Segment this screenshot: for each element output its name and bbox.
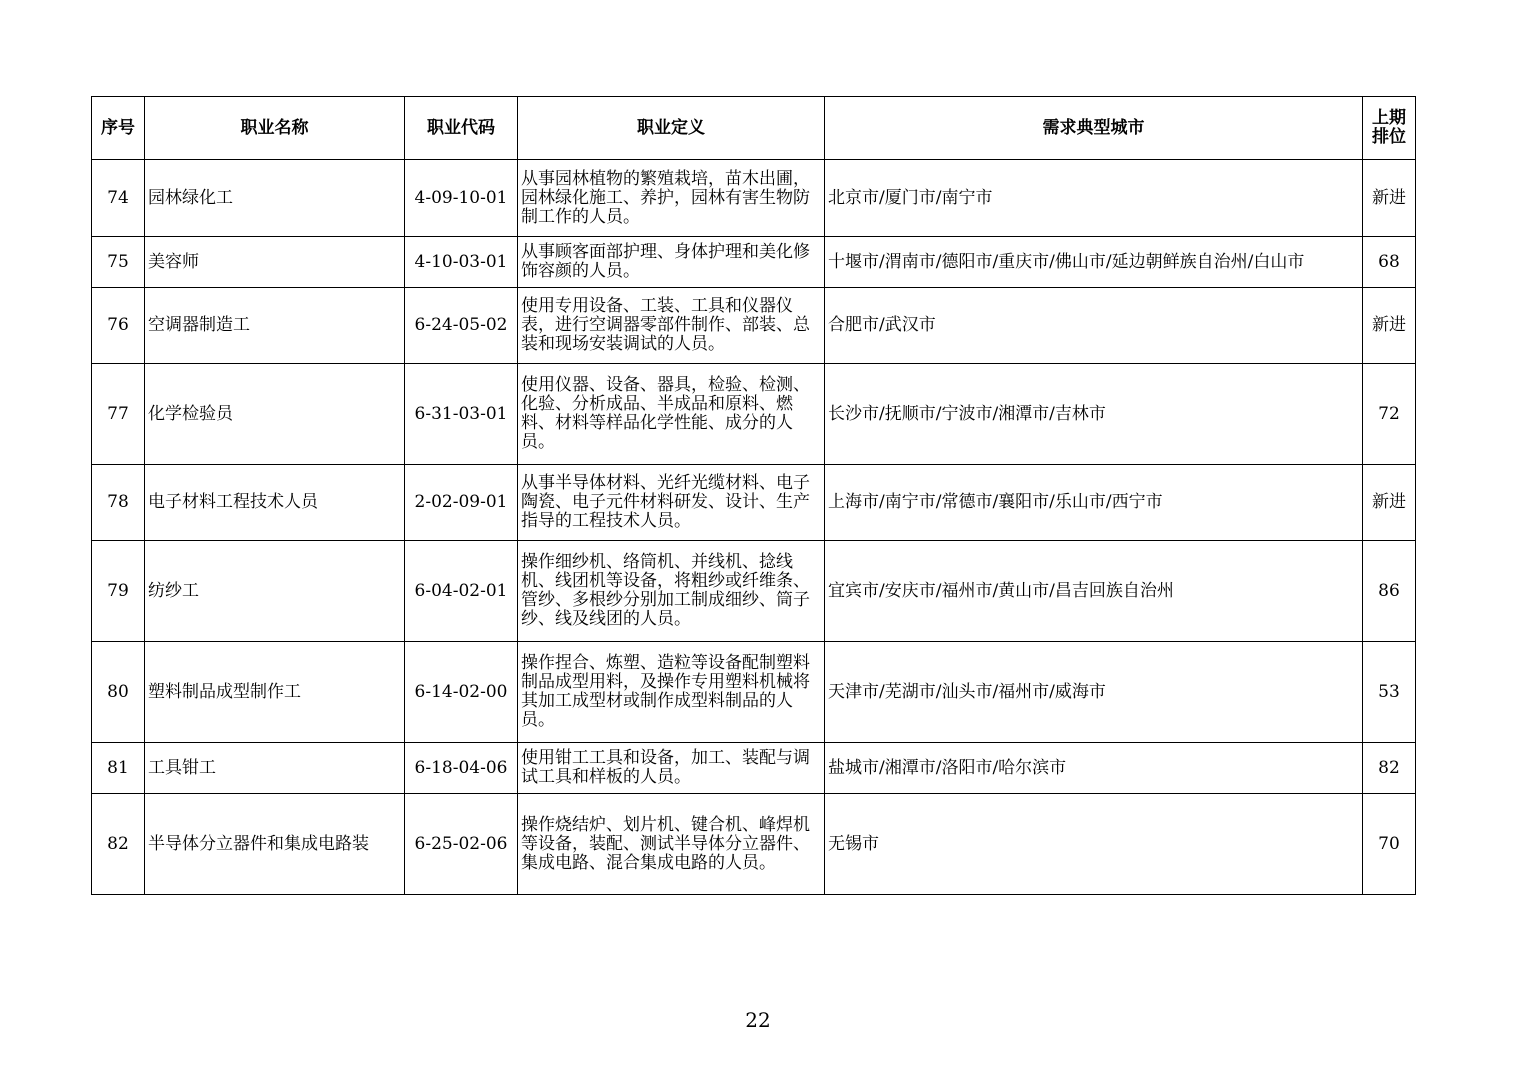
row-num: 82 — [92, 794, 145, 895]
row-definition: 操作烧结炉、划片机、键合机、峰焊机等设备，装配、测试半导体分立器件、集成电路、混合集成电路的人员。 — [518, 794, 825, 895]
row-code: 4-10-03-01 — [405, 237, 518, 288]
row-definition: 操作细纱机、络筒机、并线机、捻线机、线团机等设备，将粗纱或纤维条、管纱、多根纱分别加工制成细纱、筒子纱、线及线团的人员。 — [518, 541, 825, 642]
row-num: 77 — [92, 364, 145, 465]
row-num: 80 — [92, 642, 145, 743]
table-row — [92, 794, 1416, 895]
row-num: 78 — [92, 465, 145, 541]
header-num: 序号 — [92, 97, 145, 160]
table-row — [92, 364, 1416, 465]
row-rank: 新进 — [1363, 160, 1416, 237]
row-cities: 合肥市/武汉市 — [825, 288, 1363, 364]
row-code: 2-02-09-01 — [405, 465, 518, 541]
row-name: 半导体分立器件和集成电路装 — [145, 794, 405, 895]
row-rank: 新进 — [1363, 465, 1416, 541]
row-name: 纺纱工 — [145, 541, 405, 642]
row-name: 塑料制品成型制作工 — [145, 642, 405, 743]
row-cities: 无锡市 — [825, 794, 1363, 895]
row-definition: 使用仪器、设备、器具，检验、检测、化验、分析成品、半成品和原料、燃料、材料等样品化学性能、成分的人员。 — [518, 364, 825, 465]
row-code: 4-09-10-01 — [405, 160, 518, 237]
row-rank: 72 — [1363, 364, 1416, 465]
header-rank-line1: 上期 — [1372, 108, 1406, 128]
row-rank: 82 — [1363, 743, 1416, 794]
row-definition: 使用钳工工具和设备，加工、装配与调试工具和样板的人员。 — [518, 743, 825, 794]
row-code: 6-24-05-02 — [405, 288, 518, 364]
row-cities: 天津市/芜湖市/汕头市/福州市/威海市 — [825, 642, 1363, 743]
row-definition: 操作捏合、炼塑、造粒等设备配制塑料制品成型用料，及操作专用塑料机械将其加工成型材或制作成型料制品的人员。 — [518, 642, 825, 743]
row-cities: 十堰市/渭南市/德阳市/重庆市/佛山市/延边朝鲜族自治州/白山市 — [825, 237, 1363, 288]
row-rank: 86 — [1363, 541, 1416, 642]
row-name: 园林绿化工 — [145, 160, 405, 237]
row-cities: 盐城市/湘潭市/洛阳市/哈尔滨市 — [825, 743, 1363, 794]
row-definition: 从事顾客面部护理、身体护理和美化修饰容颜的人员。 — [518, 237, 825, 288]
table-row — [92, 642, 1416, 743]
row-code: 6-04-02-01 — [405, 541, 518, 642]
table-row — [92, 541, 1416, 642]
row-num: 76 — [92, 288, 145, 364]
row-name: 工具钳工 — [145, 743, 405, 794]
row-name: 美容师 — [145, 237, 405, 288]
table-row — [92, 160, 1416, 237]
row-num: 79 — [92, 541, 145, 642]
occupation-table — [91, 96, 1416, 895]
row-code: 6-25-02-06 — [405, 794, 518, 895]
row-code: 6-14-02-00 — [405, 642, 518, 743]
table-row — [92, 465, 1416, 541]
table-row — [92, 237, 1416, 288]
header-cities: 需求典型城市 — [825, 97, 1363, 160]
header-definition: 职业定义 — [518, 97, 825, 160]
row-definition: 使用专用设备、工装、工具和仪器仪表，进行空调器零部件制作、部装、总装和现场安装调试的人员。 — [518, 288, 825, 364]
row-cities: 上海市/南宁市/常德市/襄阳市/乐山市/西宁市 — [825, 465, 1363, 541]
table-row — [92, 288, 1416, 364]
header-rank — [1363, 97, 1416, 160]
row-num: 81 — [92, 743, 145, 794]
row-cities: 长沙市/抚顺市/宁波市/湘潭市/吉林市 — [825, 364, 1363, 465]
row-rank: 70 — [1363, 794, 1416, 895]
row-rank: 新进 — [1363, 288, 1416, 364]
row-definition: 从事半导体材料、光纤光缆材料、电子陶瓷、电子元件材料研发、设计、生产指导的工程技术人员。 — [518, 465, 825, 541]
row-rank: 53 — [1363, 642, 1416, 743]
header-rank-line2: 排位 — [1372, 127, 1406, 147]
row-definition: 从事园林植物的繁殖栽培，苗木出圃，园林绿化施工、养护，园林有害生物防制工作的人员。 — [518, 160, 825, 237]
row-cities: 北京市/厦门市/南宁市 — [825, 160, 1363, 237]
row-name: 化学检验员 — [145, 364, 405, 465]
header-row — [92, 97, 1416, 160]
row-code: 6-18-04-06 — [405, 743, 518, 794]
row-num: 75 — [92, 237, 145, 288]
row-code: 6-31-03-01 — [405, 364, 518, 465]
header-code: 职业代码 — [405, 97, 518, 160]
header-name: 职业名称 — [145, 97, 405, 160]
row-cities: 宜宾市/安庆市/福州市/黄山市/昌吉回族自治州 — [825, 541, 1363, 642]
table-row — [92, 743, 1416, 794]
row-name: 空调器制造工 — [145, 288, 405, 364]
page-number: 22 — [745, 1008, 771, 1032]
row-name: 电子材料工程技术人员 — [145, 465, 405, 541]
row-rank: 68 — [1363, 237, 1416, 288]
row-num: 74 — [92, 160, 145, 237]
